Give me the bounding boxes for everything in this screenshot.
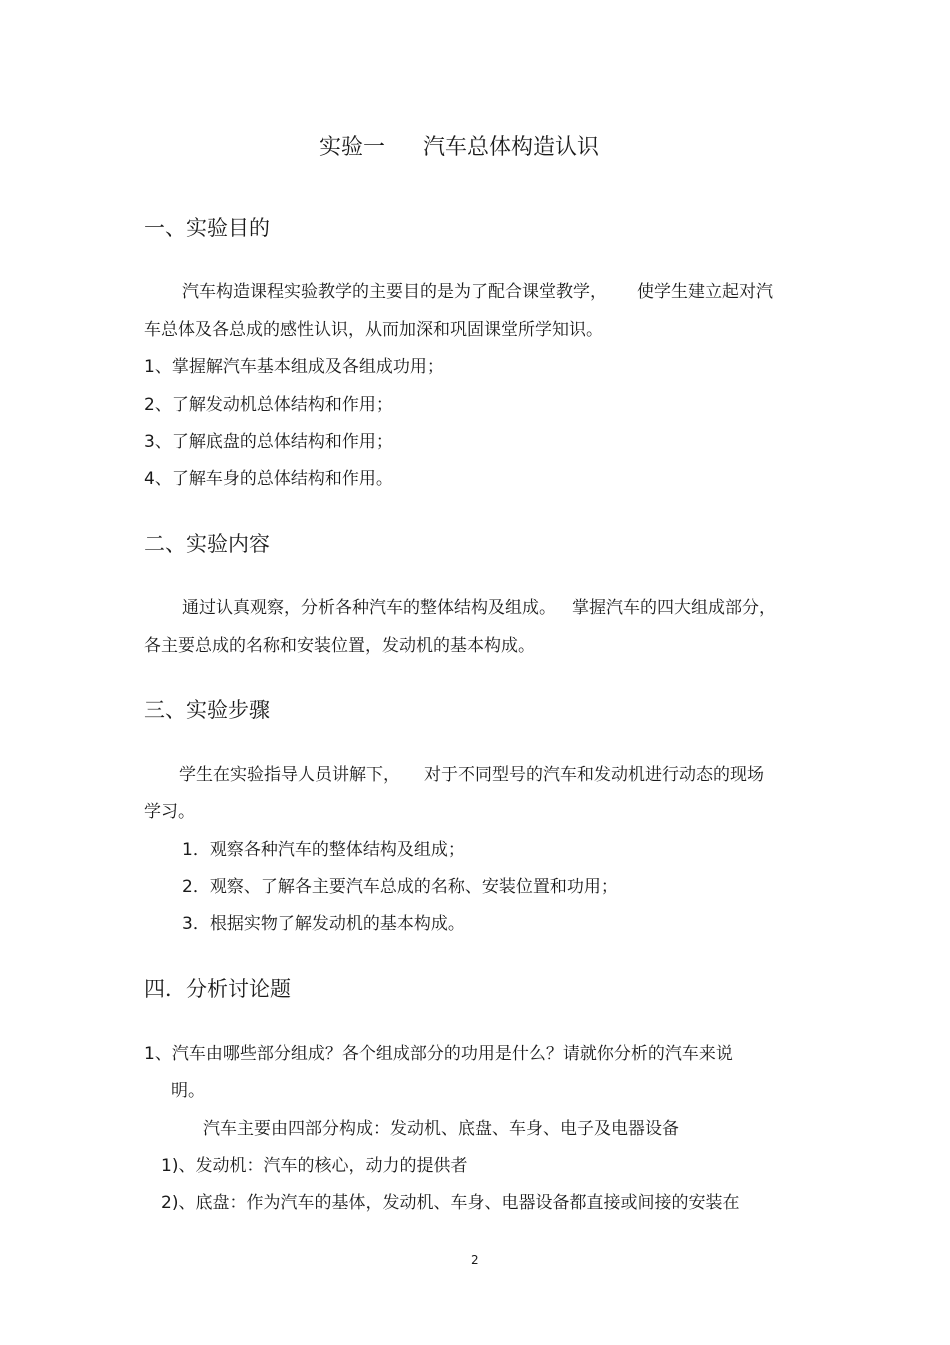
- section1-item-4: 4、了解车身的总体结构和作用。: [144, 469, 393, 489]
- section3-paragraph-line1: 学生在实验指导人员讲解下， 对于不同型号的汽车和发动机进行动态的现场: [179, 765, 764, 785]
- section3-item-1: 1．观察各种汽车的整体结构及组成；: [182, 840, 465, 860]
- section3-item-3: 3．根据实物了解发动机的基本构成。: [182, 914, 465, 934]
- title-part1: 实验一: [319, 135, 386, 160]
- answer-line-2: 1)、发动机：汽车的核心，动力的提供者: [161, 1156, 468, 1176]
- section3-item-2: 2．观察、了解各主要汽车总成的名称、安装位置和功用；: [182, 877, 618, 897]
- section1-paragraph-line2: 车总体及各总成的感性认识，从而加深和巩固课堂所学知识。: [144, 320, 603, 340]
- title-part2: 汽车总体构造认识: [423, 135, 600, 160]
- section1-heading: 一、实验目的: [144, 216, 270, 240]
- section1-paragraph-line1: 汽车构造课程实验教学的主要目的是为了配合课堂教学， 使学生建立起对汽: [182, 282, 773, 302]
- question-1-cont: 明。: [171, 1081, 205, 1101]
- answer-line-3: 2)、底盘：作为汽车的基体，发动机、车身、电器设备都直接或间接的安装在: [161, 1193, 740, 1213]
- section1-item-1: 1、掌握解汽车基本组成及各组成功用；: [144, 357, 444, 377]
- question-1: 1、汽车由哪些部分组成？各个组成部分的功用是什么？请就你分析的汽车来说: [144, 1044, 733, 1064]
- section2-paragraph-line2: 各主要总成的名称和安装位置，发动机的基本构成。: [144, 636, 535, 656]
- section3-heading: 三、实验步骤: [144, 698, 270, 722]
- section2-paragraph-line1: 通过认真观察，分析各种汽车的整体结构及组成。 掌握汽车的四大组成部分，: [182, 598, 776, 618]
- answer-line-1: 汽车主要由四部分构成：发动机、底盘、车身、电子及电器设备: [203, 1119, 679, 1139]
- page-number: 2: [471, 1253, 479, 1267]
- section4-heading: 四．分析讨论题: [144, 977, 291, 1001]
- page-title: [319, 135, 599, 161]
- section1-item-2: 2、了解发动机总体结构和作用；: [144, 395, 393, 415]
- section3-paragraph-line2: 学习。: [144, 802, 195, 822]
- section1-item-3: 3、了解底盘的总体结构和作用；: [144, 432, 393, 452]
- section2-heading: 二、实验内容: [144, 532, 270, 556]
